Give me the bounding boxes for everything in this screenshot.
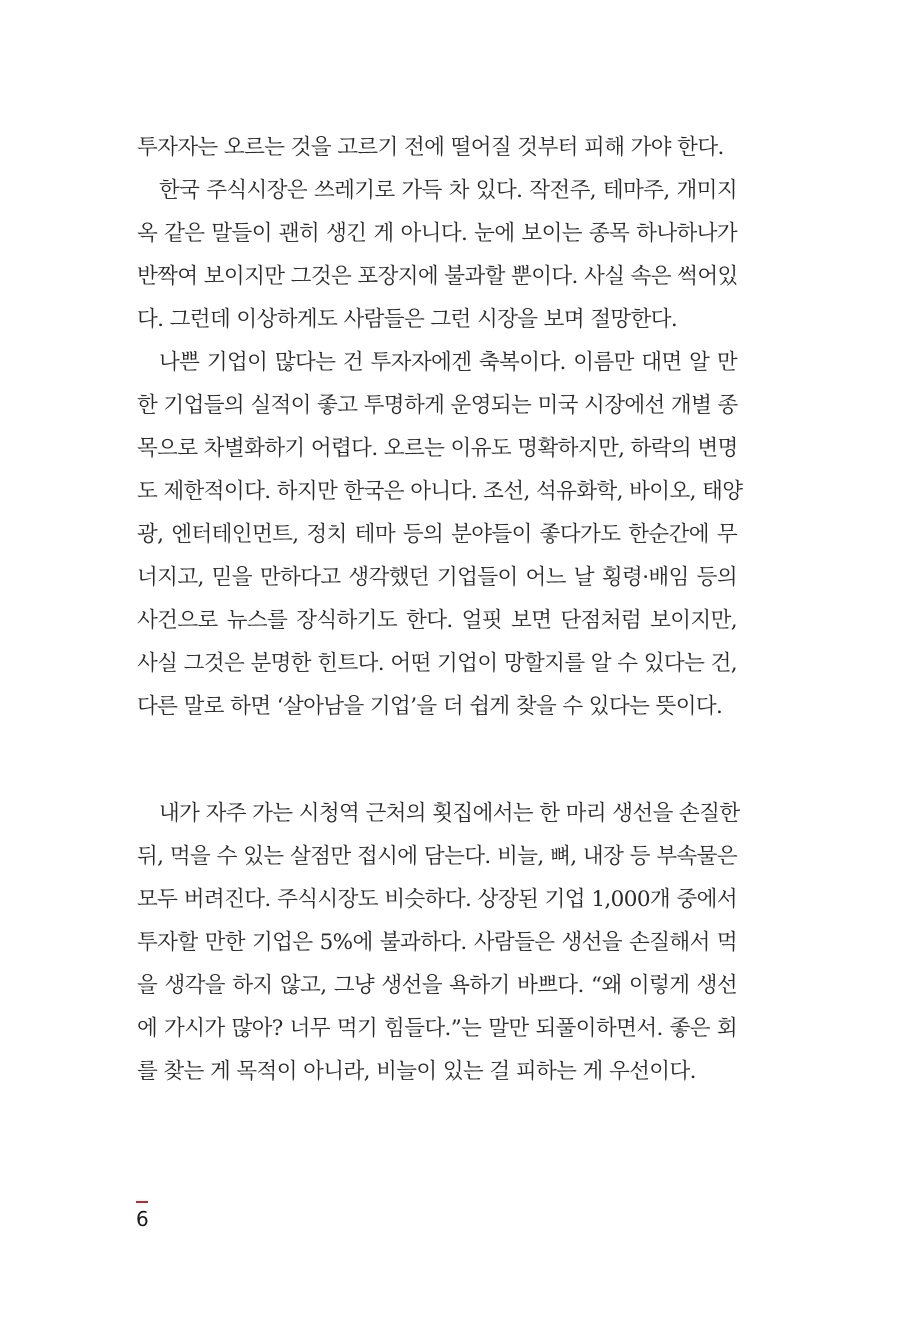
body-text-line: 옥 같은 말들이 괜히 생긴 게 아니다. 눈에 보이는 종목 하나하나가 — [137, 221, 737, 246]
body-text-line: 나쁜 기업이 많다는 건 투자자에겐 축복이다. 이름만 대면 알 만 — [159, 350, 737, 375]
body-text-line: 한 기업들의 실적이 좋고 투명하게 운영되는 미국 시장에선 개별 종 — [137, 393, 738, 418]
body-text-line: 모두 버려진다. 주식시장도 비슷하다. 상장된 기업 1,000개 중에서 — [137, 887, 737, 912]
body-text-line: 너지고, 믿을 만하다고 생각했던 기업들이 어느 날 횡령·배임 등의 — [137, 565, 737, 590]
body-text-line: 내가 자주 가는 시청역 근처의 횟집에서는 한 마리 생선을 손질한 — [159, 801, 740, 826]
body-text-line: 에 가시가 많아? 너무 먹기 힘들다.”는 말만 되풀이하면서. 좋은 회 — [137, 1016, 737, 1041]
body-text-line: 한국 주식시장은 쓰레기로 가득 차 있다. 작전주, 테마주, 개미지 — [159, 178, 737, 203]
body-text-line: 사실 그것은 분명한 힌트다. 어떤 기업이 망할지를 알 수 있다는 건, — [137, 651, 737, 676]
body-text-line: 도 제한적이다. 하지만 한국은 아니다. 조선, 석유화학, 바이오, 태양 — [137, 479, 743, 504]
page-number: 6 — [136, 1207, 149, 1231]
body-text-line: 사건으로 뉴스를 장식하기도 한다. 얼핏 보면 단점처럼 보이지만, — [137, 608, 737, 633]
body-text-line: 를 찾는 게 목적이 아니라, 비늘이 있는 걸 피하는 게 우선이다. — [137, 1059, 696, 1084]
body-text-line: 을 생각을 하지 않고, 그냥 생선을 욕하기 바쁘다. “왜 이렇게 생선 — [137, 973, 737, 998]
body-text-line: 광, 엔터테인먼트, 정치 테마 등의 분야들이 좋다가도 한순간에 무 — [137, 522, 737, 547]
page-number-accent-bar — [136, 1201, 148, 1203]
body-text-line: 반짝여 보이지만 그것은 포장지에 불과할 뿐이다. 사실 속은 썩어있 — [137, 264, 738, 289]
body-text-line: 다른 말로 하면 ‘살아남을 기업’을 더 쉽게 찾을 수 있다는 뜻이다. — [137, 694, 723, 719]
body-text-line: 목으로 차별화하기 어렵다. 오르는 이유도 명확하지만, 하락의 변명 — [137, 436, 738, 461]
body-text-line: 투자자는 오르는 것을 고르기 전에 떨어질 것부터 피해 가야 한다. — [137, 135, 724, 160]
body-text-line: 투자할 만한 기업은 5%에 불과하다. 사람들은 생선을 손질해서 먹 — [137, 930, 737, 955]
body-text-line: 뒤, 먹을 수 있는 살점만 접시에 담는다. 비늘, 뼈, 내장 등 부속물은 — [137, 844, 737, 869]
body-text-line: 다. 그런데 이상하게도 사람들은 그런 시장을 보며 절망한다. — [137, 307, 678, 332]
